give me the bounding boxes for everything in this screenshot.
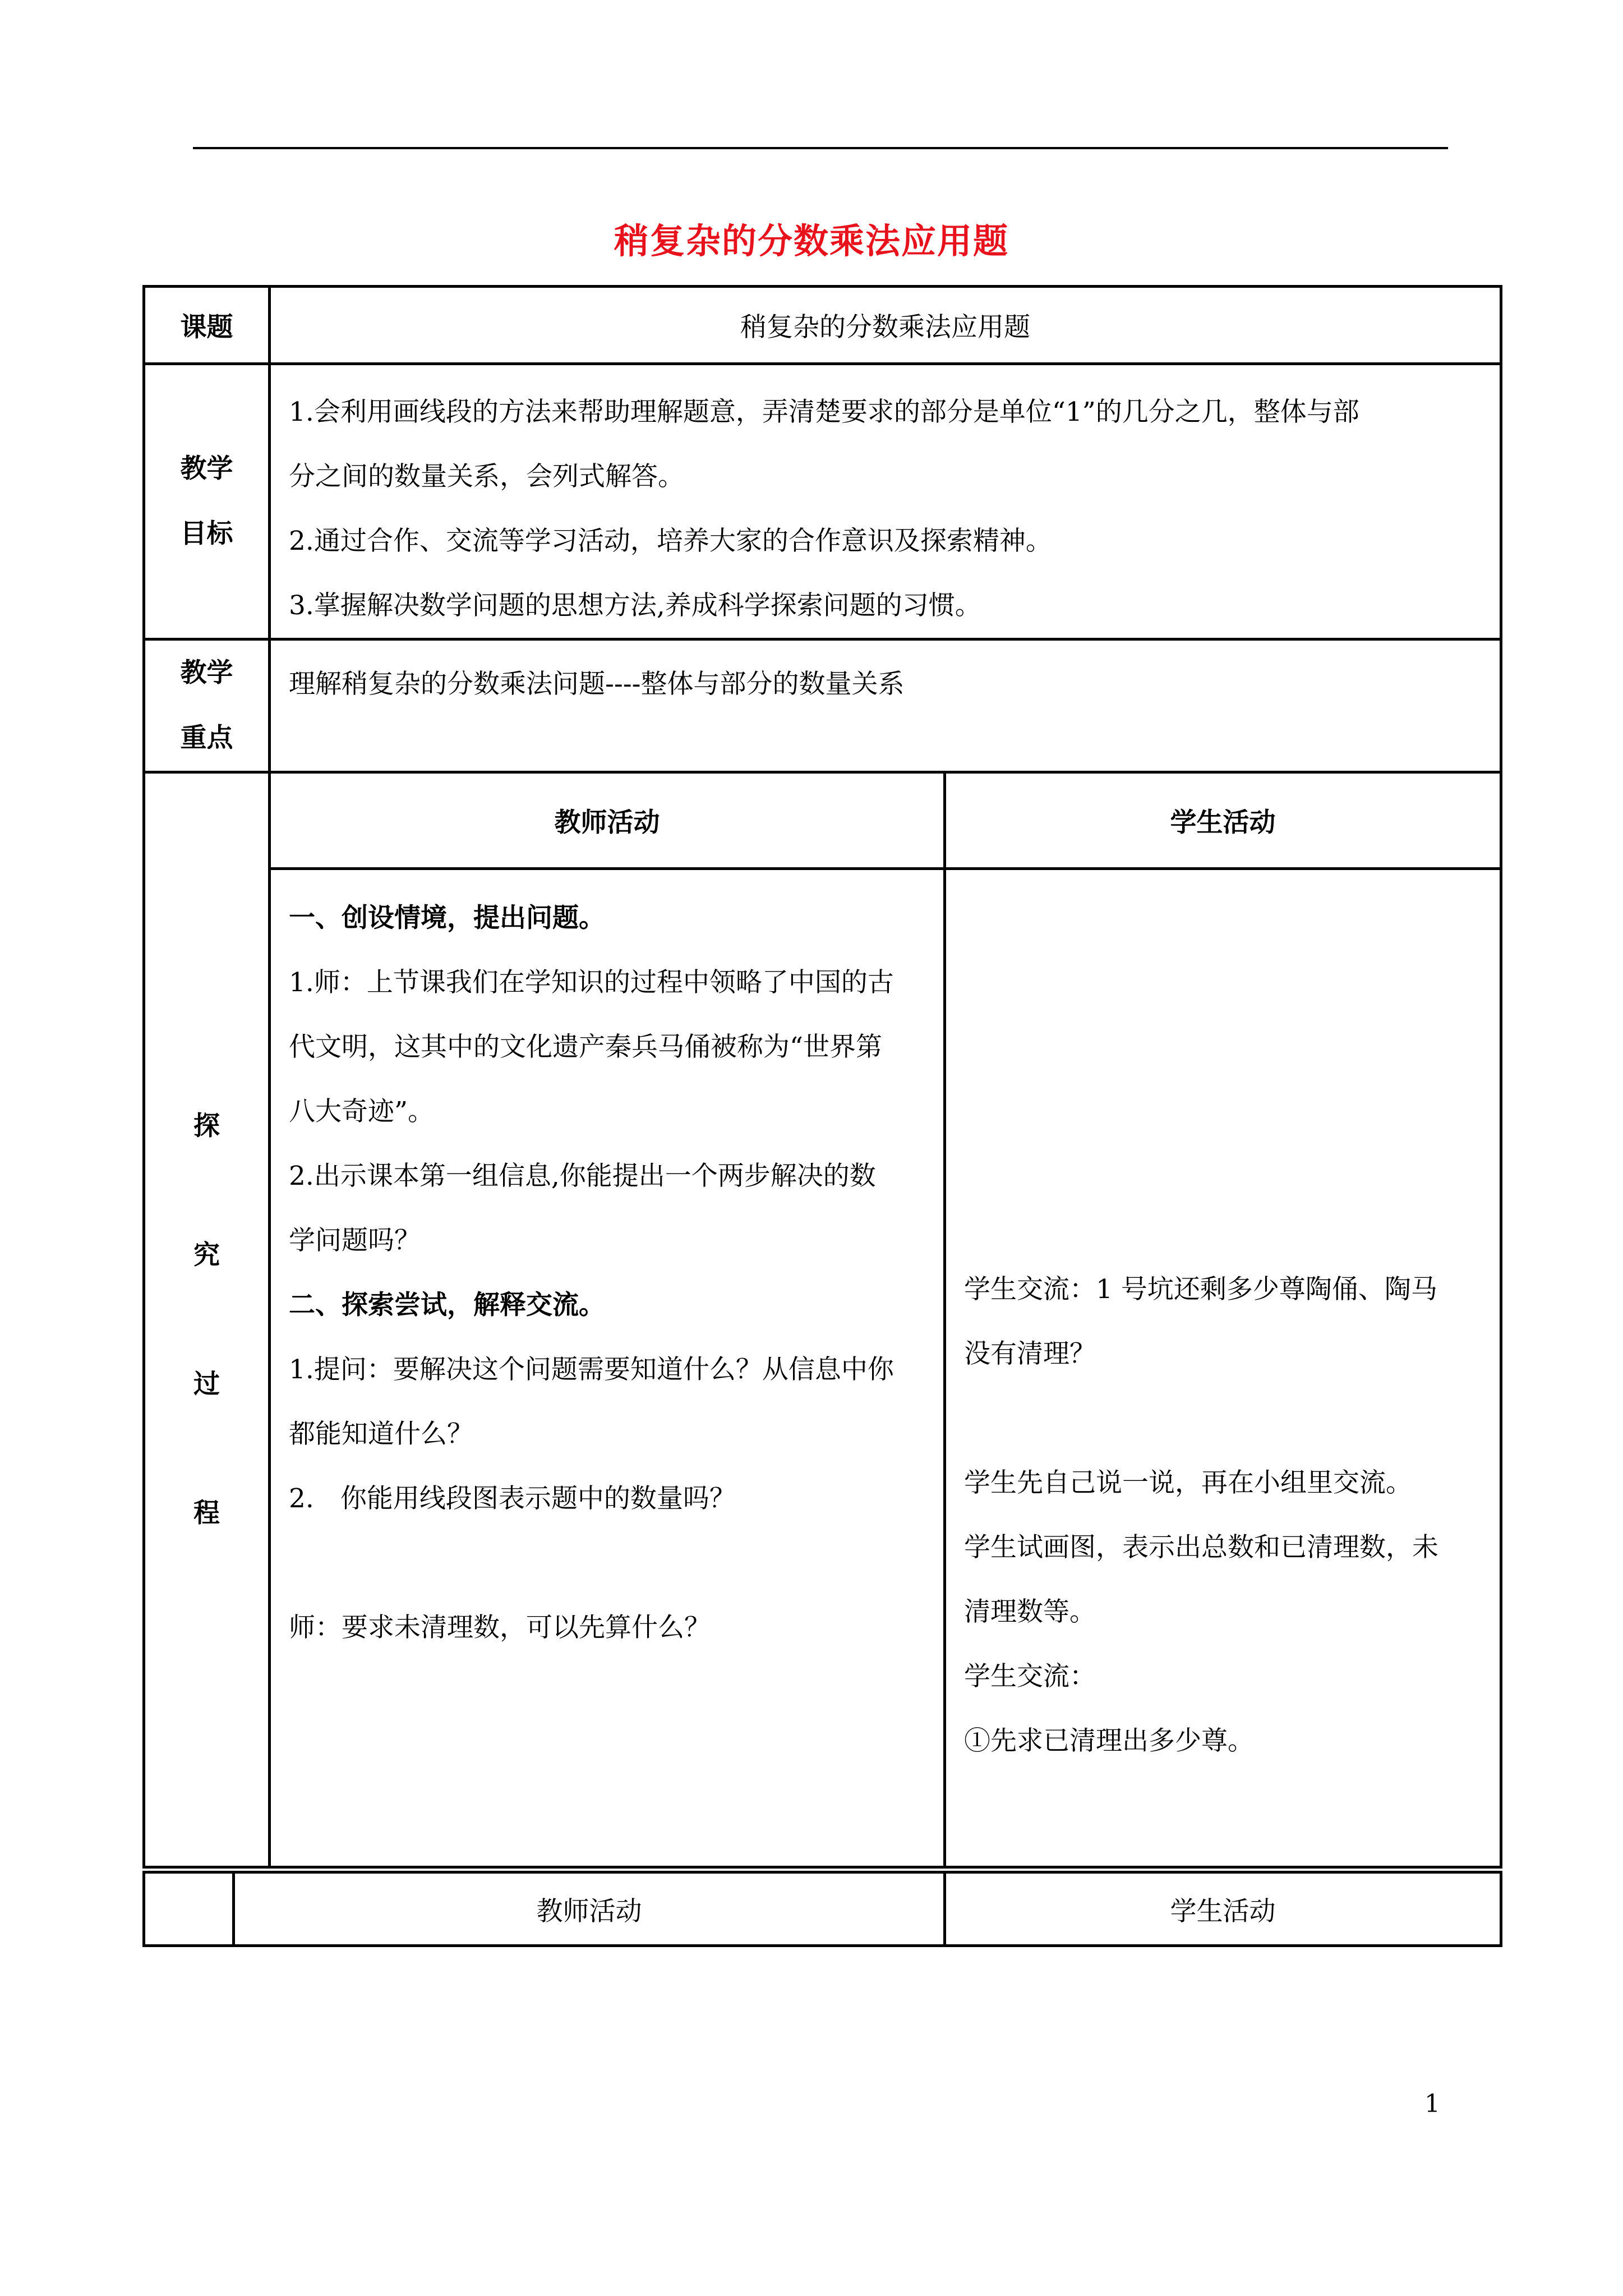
focus-label-line: 重点 (180, 723, 233, 753)
topic-row (144, 287, 1501, 364)
student-line (964, 1128, 1486, 1193)
goals-content (270, 364, 1501, 639)
student-activity-header: 学生活动 (945, 772, 1501, 869)
topic-value: 稍复杂的分数乘法应用题 (270, 287, 1501, 364)
student-line (964, 1064, 1486, 1128)
teacher-line (289, 1531, 938, 1595)
focus-content: 理解稍复杂的分数乘法问题----整体与部分的数量关系 (270, 639, 1501, 772)
student-line: 没有清理？ (964, 1338, 1096, 1369)
student-line (964, 999, 1486, 1064)
continuation-blank-cell (144, 1872, 234, 1946)
teacher-activity-header: 教师活动 (270, 772, 945, 869)
goals-row (144, 364, 1501, 639)
teacher-line: 1.提问：要解决这个问题需要知道什么？从信息中你 (289, 1354, 894, 1385)
goal-line: 分之间的数量关系，会列式解答。 (289, 461, 684, 492)
focus-label-line: 教学 (180, 657, 233, 688)
goals-label (144, 364, 270, 639)
teacher-activity-content (270, 869, 945, 1867)
student-line: ①先求已清理出多少尊。 (964, 1726, 1254, 1756)
student-line: 学生交流：1 号坑还剩多少尊陶俑、陶马 (964, 1274, 1437, 1305)
teacher-line: 1.师：上节课我们在学知识的过程中领略了中国的古 (289, 967, 894, 998)
focus-row (144, 639, 1501, 772)
teacher-line: 2. 你能用线段图表示题中的数量吗？ (289, 1483, 736, 1514)
header-rule (193, 147, 1448, 149)
student-line (964, 1386, 1486, 1451)
teacher-line: 二、探索尝试，解释交流。 (289, 1290, 605, 1320)
process-content-row (144, 869, 1501, 1867)
lesson-plan-table (142, 285, 1502, 1869)
process-label-char: 探 (193, 1110, 220, 1142)
student-line (964, 870, 1486, 935)
student-line: 学生先自己说一说，再在小组里交流。 (964, 1467, 1412, 1498)
continuation-teacher-header: 教师活动 (234, 1872, 945, 1946)
focus-label (144, 639, 270, 772)
student-line: 清理数等。 (964, 1596, 1096, 1627)
student-activity-content (945, 869, 1501, 1867)
teacher-line: 都能知道什么？ (289, 1419, 473, 1450)
student-line: 学生交流： (964, 1661, 1096, 1692)
goals-label-line: 目标 (180, 518, 233, 549)
teacher-line: 一、创设情境，提出问题。 (289, 903, 605, 933)
student-line (964, 935, 1486, 999)
goal-line: 2.通过合作、交流等学习活动，培养大家的合作意识及探索精神。 (289, 526, 1052, 556)
page-number: 1 (1424, 2090, 1440, 2118)
teacher-line: 学问题吗？ (289, 1225, 421, 1256)
student-line: 学生试画图，表示出总数和已清理数，未 (964, 1532, 1438, 1563)
document-title: 稍复杂的分数乘法应用题 (614, 220, 1009, 261)
teacher-line: 八大奇迹”。 (289, 1096, 435, 1127)
process-label (144, 772, 270, 1867)
student-line (964, 1193, 1486, 1257)
teacher-line: 代文明，这其中的文化遗产秦兵马俑被称为“世界第 (289, 1032, 883, 1062)
teacher-line: 2.出示课本第一组信息,你能提出一个两步解决的数 (289, 1161, 876, 1191)
continuation-student-header: 学生活动 (945, 1872, 1501, 1946)
process-header-row (144, 772, 1501, 869)
process-label-char: 过 (193, 1368, 220, 1400)
continuation-table (142, 1871, 1502, 1947)
process-label-char: 究 (193, 1239, 220, 1271)
topic-label: 课题 (144, 287, 270, 364)
goal-line: 3.掌握解决数学问题的思想方法,养成科学探索问题的习惯。 (289, 590, 981, 621)
process-label-char: 程 (193, 1497, 220, 1529)
teacher-line: 师：要求未清理数，可以先算什么？ (289, 1612, 711, 1643)
goal-line: 1.会利用画线段的方法来帮助理解题意，弄清楚要求的部分是单位“1”的几分之几，整体与部 (289, 397, 1359, 427)
continuation-header-row (144, 1872, 1501, 1946)
goals-label-line: 教学 (180, 453, 233, 484)
